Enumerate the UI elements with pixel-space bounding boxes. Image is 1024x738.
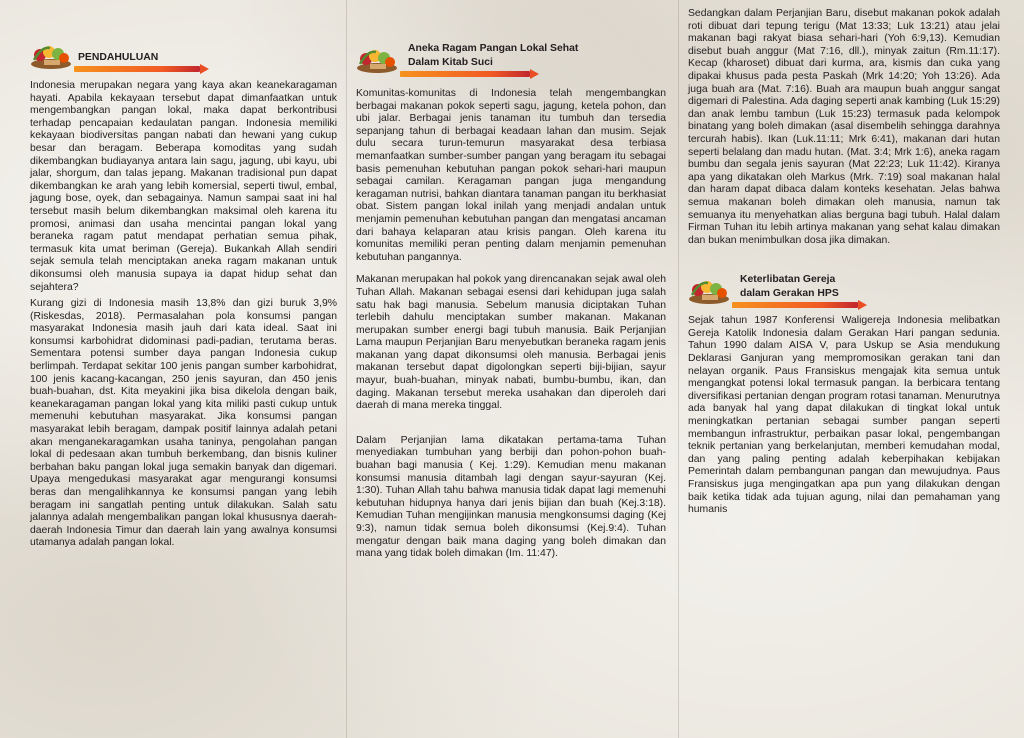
food-basket-icon (30, 40, 72, 70)
section-title-line1: Keterlibatan Gereja (740, 274, 836, 286)
title-underline (400, 71, 530, 77)
section-title: PENDAHULUAN (78, 52, 159, 63)
title-underline-tip (858, 300, 867, 310)
section-header-keterlibatan (688, 269, 1000, 313)
paragraph: Komunitas-komunitas di Indonesia telah mengembangkan berbagai makanan pokok seperti sagu, jagung, ketela pohon, dan ubi jalar. Berbagai jenis tanaman itu tumbuh dan tersedia sepanjang tahun di berbagai keadaan lahan dan musim. Sejak dulu secara turun-temurun masyarakat desa terbiasa memanfaatkan sumber-sumber pangan yang beragam itu sebagai basis pemenuhan kebutuhan pangan pokok sehari-hari maupun sebagai camilan. Keragaman pangan juga mengandung keragaman nutrisi, bahkan diantara tanaman pangan itu berkhasiat obat. Sistem pangan lokal inilah yang menjadi andalan untuk menjamin pemenuhan kebutuhan pangan dan mengatasi ancaman dari bahaya kelaparan atau krisis pangan. Oleh karena itu komunitas memiliki peran penting dalam menjamin pemenuhan kebutuhan pangannya. (356, 88, 666, 263)
title-underline (74, 66, 200, 72)
section-title-line2: dalam Gerakan HPS (740, 288, 839, 300)
paragraph: Sejak tahun 1987 Konferensi Waligereja Indonesia melibatkan Gereja Katolik Indonesia dalam Gerakan Hari pangan sedunia. Tahun 1990 dalam AISA V, para Uskup se Asia mendukung Deklarasi Ganjuran yang mempromosikan gerakan tani dan nelayan organik. Paus Fransiskus mengajak kita semua untuk mengangkat potensi lokal termasuk pangan. Ia berbicara tentang diversifikasi pertanian dengan program rotasi tanaman. Menurutnya ada banyak hal yang dapat dilakukan di tingkat lokal untuk meningkatkan pertanian sebagai sumber pangan seperti membangun infrastruktur, perbaikan pasar lokal, pengembangan teknik pertanian yang berkelanjutan, memberi kemudahan modal, dan yang paling penting adalah keberpihakan kebijakan Pemerintah dalam pembangunan pangan dan mewujudnya. Paus Fransiskus juga mengingatkan apa pun yang dilakukan dengan baik ketika tidak ada tujuan agung, nilai dan pemahaman yang humanis (688, 315, 1000, 516)
paragraph: Dalam Perjanjian lama dikatakan pertama-tama Tuhan menyediakan tumbuhan yang berbiji dan pohon-pohon buah-buahan bagi manusia ( Kej. 1:29). Kemudian menu makanan konsumsi manusia ditambah lagi dengan sayur-sayuran (Kej. 1:30). Tuhan Allah tahu bahwa manusia tidak dapat lagi memenuhi kebutuhan hidupnya hanya dari jenis bijian dan buah (Kej.3:18). Kemudian Tuhan mengijinkan manusia mengkonsumsi daging (Kej 9:3), namun tidak semua boleh dikonsumsi (Kej.9:4). Tuhan mengatur dengan baik mana daging yang boleh dimakan dan mana yang tidak boleh dimakan (Im. 11:47). (356, 434, 666, 560)
section-title-line1: Aneka Ragam Pangan Lokal Sehat (408, 43, 579, 54)
panel-fold-left (346, 0, 347, 738)
panel-fold-right (678, 0, 679, 738)
section-header-pendahuluan (30, 38, 337, 78)
column-aneka-ragam (356, 0, 666, 738)
section-title-line2: Dalam Kitab Suci (408, 57, 493, 68)
paragraph: Indonesia merupakan negara yang kaya akan keanekaragaman hayati. Apabila kekayaan tersebut dapat dimanfaatkan untuk mengembangkan pangan lokal, maka dapat berkontribusi terhadap pencapaian kedaulatan pangan. Indonesia memiliki kekayaan biodiversitas pangan nabati dan hewani yang cukup besar dan beragam. Beberapa komoditas yang sudah dikembangkan budiayanya antara lain sagu, jagung, ubi kayu, ubi jalar, shorgum, dan talas jepang. Makanan tradisional pun dapat dikembangkan ke arah yang lebih komersial, seperti tiwul, embal, jagung bose, oyek, dan sebagainya. Namun sampai saat ini hal tersebut masih belum dikembangkan maksimal oleh karena itu promosi, animasi dan usaha mencintai pangan lokal yang beraneka ragam patut mendapat perhatian semua pihak, termasuk kita umat beriman (Gereja). Bukankah Allah sendiri sejak semula telah menciptakan aneka ragam makanan untuk dikonsumsi oleh manusia supaya ia dapat hidup sehat dan sejahtera? (30, 80, 337, 293)
paragraph: Makanan merupakan hal pokok yang direncanakan sejak awal oleh Tuhan Allah. Makanan sebagai esensi dari kehidupan juga salah satu hak bagi manusia. Sebelum manusia diciptakan Tuhan terlebih dahulu menciptakan sumber makanan. Makanan merupakan sumber energi bagi tubuh manusia. Baik Perjanjian Lama maupun Perjanjian Baru menyebutkan beraneka ragam jenis makanan yang dapat dikonsumsi oleh manusia. Berbagai jenis makanan tersebut dapat digolongkan seperti biji-bijian, sayur mayur, buah-buahan, minyak nabati, bumbu-bumbu, ikan, dan daging. Makanan tersebut mereka usahakan dan diperoleh dari daerah di mana mereka tinggal. (356, 274, 666, 412)
paragraph: Kurang gizi di Indonesia masih 13,8% dan gizi buruk 3,9% (Riskesdas, 2018). Permasalahan pola konsumsi pangan masyarakat Indonesia masih jauh dari kata ideal. Saat ini konsumsi karbohidrat didominasi padi-padian, terutama beras. Sementara potensi sumber daya pangan Indonesia cukup berlimpah. Terdapat sekitar 100 jenis pangan sumber karbohidrat, 100 jenis kacang-kacangan, 250 jenis sayuran, dan 450 jenis buah-buahan, dst. Kita meyakini jika bisa dikelola dengan baik, keanekaragaman pangan lokal yang kita miliki pasti cukup untuk memenuhi kebutuhan masyarakat. Jika konsumsi pangan masyarakat lebih beragam, dampak positif lainnya adalah petani akan menganekaragamkan usaha taninya, pengolahan pangan lokal di pedesaan akan tumbuh berkembang, dan bisnis kuliner berbahan baku pangan lokal juga semakin banyak dan digemari. Upaya mengedukasi masyarakat agar mengurangi konsumsi beras dan mengalihkannya ke konsumsi pangan yang lebih beragam ini sangatlah penting untuk dilakukan. Salah satu jalannya adalah mengembalikan pangan lokal khususnya daerah-daerah Indonesia Timur dan daerah lain yang awalnya konsumsi utamanya adalah pangan lokal. (30, 298, 337, 549)
title-underline (732, 302, 858, 308)
paragraph: Sedangkan dalam Perjanjian Baru, disebut makanan pokok adalah roti dibuat dari tepung terigu (Mat 13:33; Luk 13:21) atau jelai makanan bagi rakyat biasa sehari-hari (Yoh 6:9,13). Kemudian disebut buah anggur (Mat 7:16, dll.), minyak zaitun (Rm.11:17). Kecap (kharoset) dibuat dari kurma, ara, kismis dan cuka yang dipakai khusus pada pesta Paskah (Mrk 14:20; Yoh 13:26). Ada juga buah ara (Mat. 7:16). Buah ara maupun buah anggur sangat digemari di Palestina. Ada daging seperti anak kambing (Luk 15:29) dan anak lembu tambun (Luk 15:23) termasuk pada kelompok binatang yang boleh dimakan (asal disembelih sehingga darahnya tercurah habis). Ikan (Luk.11:11; Mrk 6:41), makanan dari hutan seperti belalang dan madu hutan. (Mat. 3:4; Mrk 1:6), aneka ragam bumbu dan segala jenis sayuran (Mat 22:23; Luk 11:42). Kiranya apa yang dikatakan oleh Markus (Mrk. 7:19) soal makanan halal dan haram dapat dibaca dalam konteks kesehatan. Jelas bahwa semua makanan boleh dimakan oleh manusia, namun tak semuanya itu menyehatkan alias berguna bagi tubuh. Halal dalam Firman Tuhan itu lebih artinya makanan yang sehat kalau dimakan dan bukan menimbulkan dosa jika dimakan. (688, 8, 1000, 246)
food-basket-icon (688, 275, 730, 305)
title-underline-tip (200, 64, 209, 74)
food-basket-icon (356, 44, 398, 74)
title-underline-tip (530, 69, 539, 79)
column-perjanjian-baru (688, 0, 1000, 738)
column-pendahuluan (30, 0, 337, 738)
section-header-aneka-ragam (356, 38, 666, 84)
